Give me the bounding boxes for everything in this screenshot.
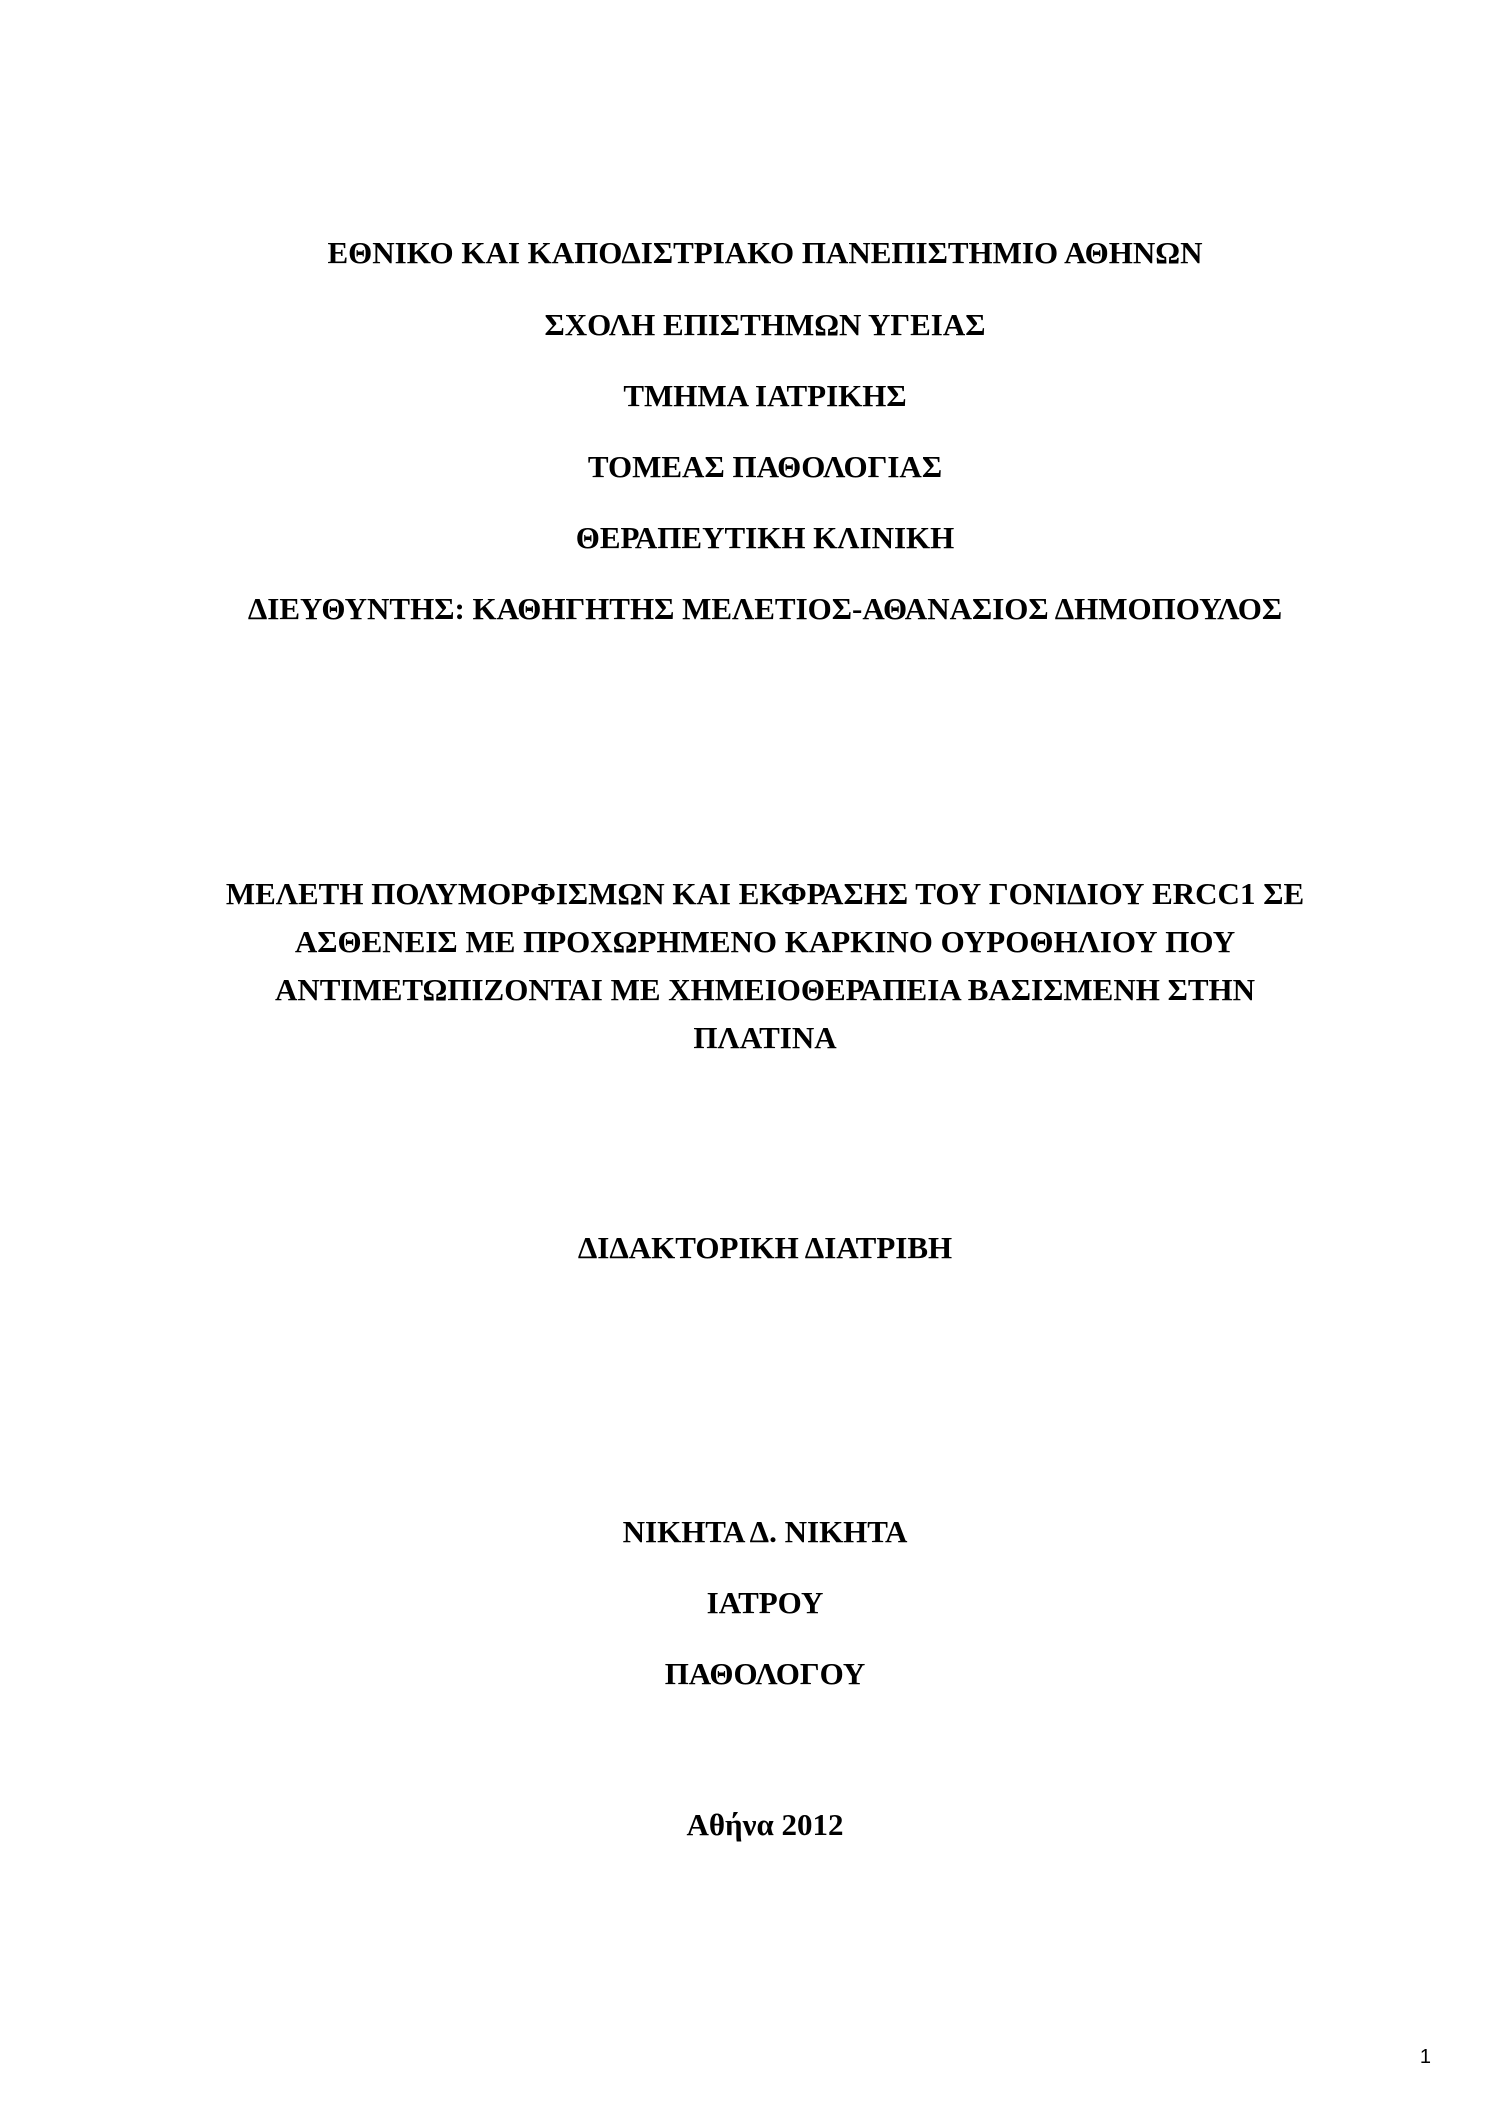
- document-type: ΔΙΔΑΚΤΟΡΙΚΗ ΔΙΑΤΡΙΒΗ: [577, 1230, 953, 1265]
- place-year: Αθήνα 2012: [686, 1807, 844, 1842]
- thesis-title-line: ΠΛΑΤΙΝΑ: [693, 1020, 837, 1055]
- thesis-title: [100, 870, 1430, 1062]
- thesis-title-line: ΑΣΘΕΝΕΙΣ ΜΕ ΠΡΟΧΩΡΗΜΕΝΟ ΚΑΡΚΙΝΟ ΟΥΡΟΘΗΛΙΟΥ ΠΟΥ: [294, 924, 1236, 959]
- department-name: ΤΜΗΜΑ ΙΑΤΡΙΚΗΣ: [623, 378, 907, 413]
- thesis-title-line: ΜΕΛΕΤΗ ΠΟΛΥΜΟΡΦΙΣΜΩΝ ΚΑΙ ΕΚΦΡΑΣΗΣ ΤΟΥ ΓΟΝΙΔΙΟΥ ERCC1 ΣΕ: [225, 876, 1305, 911]
- page-number: 1: [1419, 2046, 1431, 2068]
- author-role-internist: ΠΑΘΟΛΟΓΟΥ: [664, 1656, 866, 1691]
- sector-name: ΤΟΜΕΑΣ ΠΑΘΟΛΟΓΙΑΣ: [587, 449, 943, 484]
- author-role-physician: ΙΑΤΡΟΥ: [706, 1585, 824, 1620]
- clinic-name: ΘΕΡΑΠΕΥΤΙΚΗ ΚΛΙΝΙΚΗ: [575, 520, 955, 555]
- school-name: ΣΧΟΛΗ ΕΠΙΣΤΗΜΩΝ ΥΓΕΙΑΣ: [544, 307, 986, 342]
- author-name: ΝΙΚΗΤΑ Δ. ΝΙΚΗΤΑ: [622, 1514, 908, 1549]
- director-line: ΔΙΕΥΘΥΝΤΗΣ: ΚΑΘΗΓΗΤΗΣ ΜΕΛΕΤΙΟΣ-ΑΘΑΝΑΣΙΟΣ ΔΗΜΟΠΟΥΛΟΣ: [247, 591, 1283, 626]
- thesis-title-line: ΑΝΤΙΜΕΤΩΠΙΖΟΝΤΑΙ ΜΕ ΧΗΜΕΙΟΘΕΡΑΠΕΙΑ ΒΑΣΙΣΜΕΝΗ ΣΤΗΝ: [274, 972, 1256, 1007]
- university-name: ΕΘΝΙΚΟ ΚΑΙ ΚΑΠΟΔΙΣΤΡΙΑΚΟ ΠΑΝΕΠΙΣΤΗΜΙΟ ΑΘΗΝΩΝ: [327, 235, 1203, 270]
